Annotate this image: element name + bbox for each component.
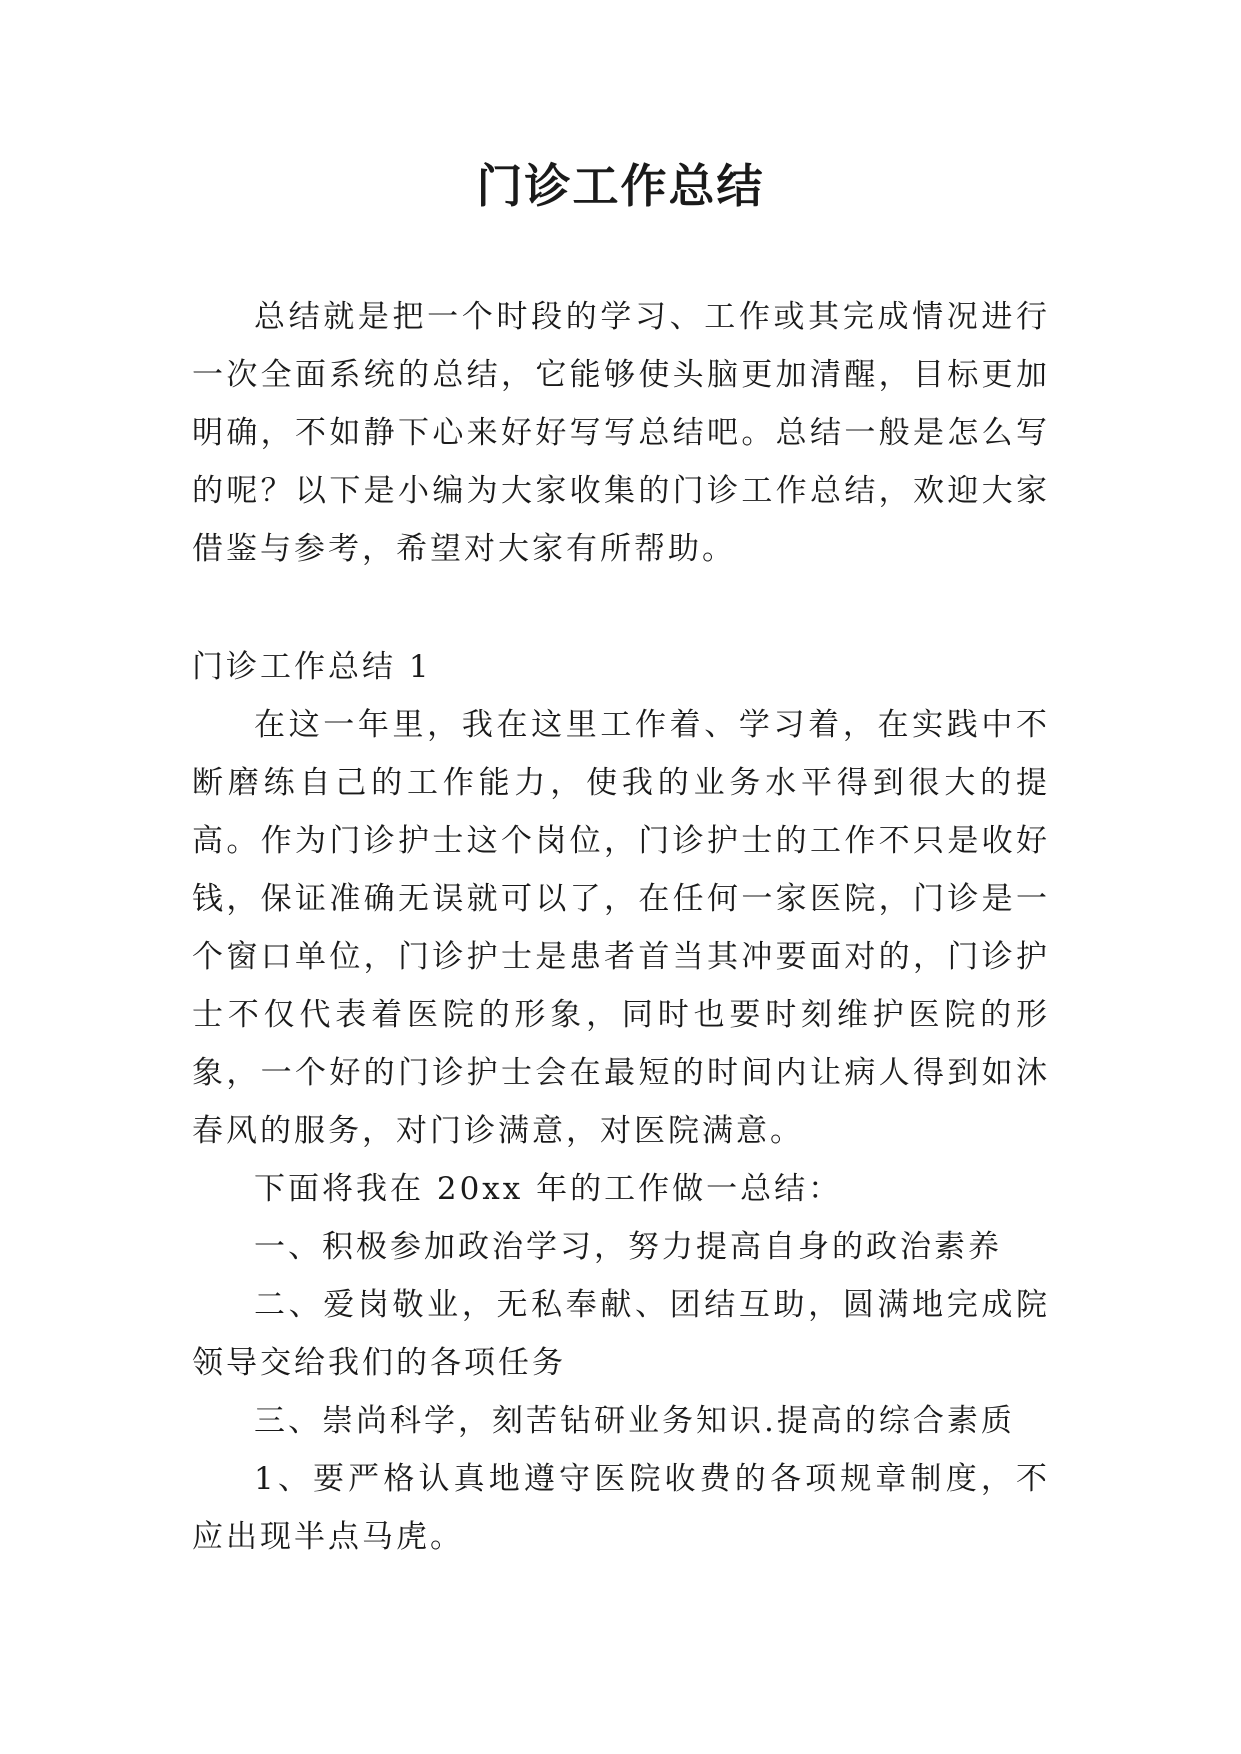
body-paragraph: 下面将我在 20xx 年的工作做一总结： bbox=[254, 1171, 843, 1207]
intro-section bbox=[192, 288, 1050, 578]
list-item: 三、崇尚科学，刻苦钻研业务知识.提高的综合素质 bbox=[254, 1403, 1015, 1439]
list-item: 1、要严格认真地遵守医院收费的各项规章制度，不应出现半点马虎。 bbox=[192, 1461, 1050, 1555]
section-heading: 门诊工作总结 1 bbox=[192, 649, 432, 685]
intro-paragraph: 总结就是把一个时段的学习、工作或其完成情况进行一次全面系统的总结，它能够使头脑更加清醒，目标更加明确，不如静下心来好好写写总结吧。总结一般是怎么写的呢？以下是小编为大家收集的门诊工作总结，欢迎大家借鉴与参考，希望对大家有所帮助。 bbox=[192, 299, 1050, 567]
summary-section-1 bbox=[192, 638, 1050, 1566]
body-paragraph: 在这一年里，我在这里工作着、学习着，在实践中不断磨练自己的工作能力，使我的业务水平得到很大的提高。作为门诊护士这个岗位，门诊护士的工作不只是收好钱，保证准确无误就可以了，在任何一家医院，门诊是一个窗口单位，门诊护士是患者首当其冲要面对的，门诊护士不仅代表着医院的形象，同时也要时刻维护医院的形象，一个好的门诊护士会在最短的时间内让病人得到如沐春风的服务，对门诊满意，对医院满意。 bbox=[192, 707, 1050, 1149]
list-item: 二、爱岗敬业，无私奉献、团结互助，圆满地完成院领导交给我们的各项任务 bbox=[192, 1287, 1050, 1381]
list-item: 一、积极参加政治学习，努力提高自身的政治素养 bbox=[254, 1229, 1002, 1265]
document-title: 门诊工作总结 bbox=[476, 159, 765, 213]
